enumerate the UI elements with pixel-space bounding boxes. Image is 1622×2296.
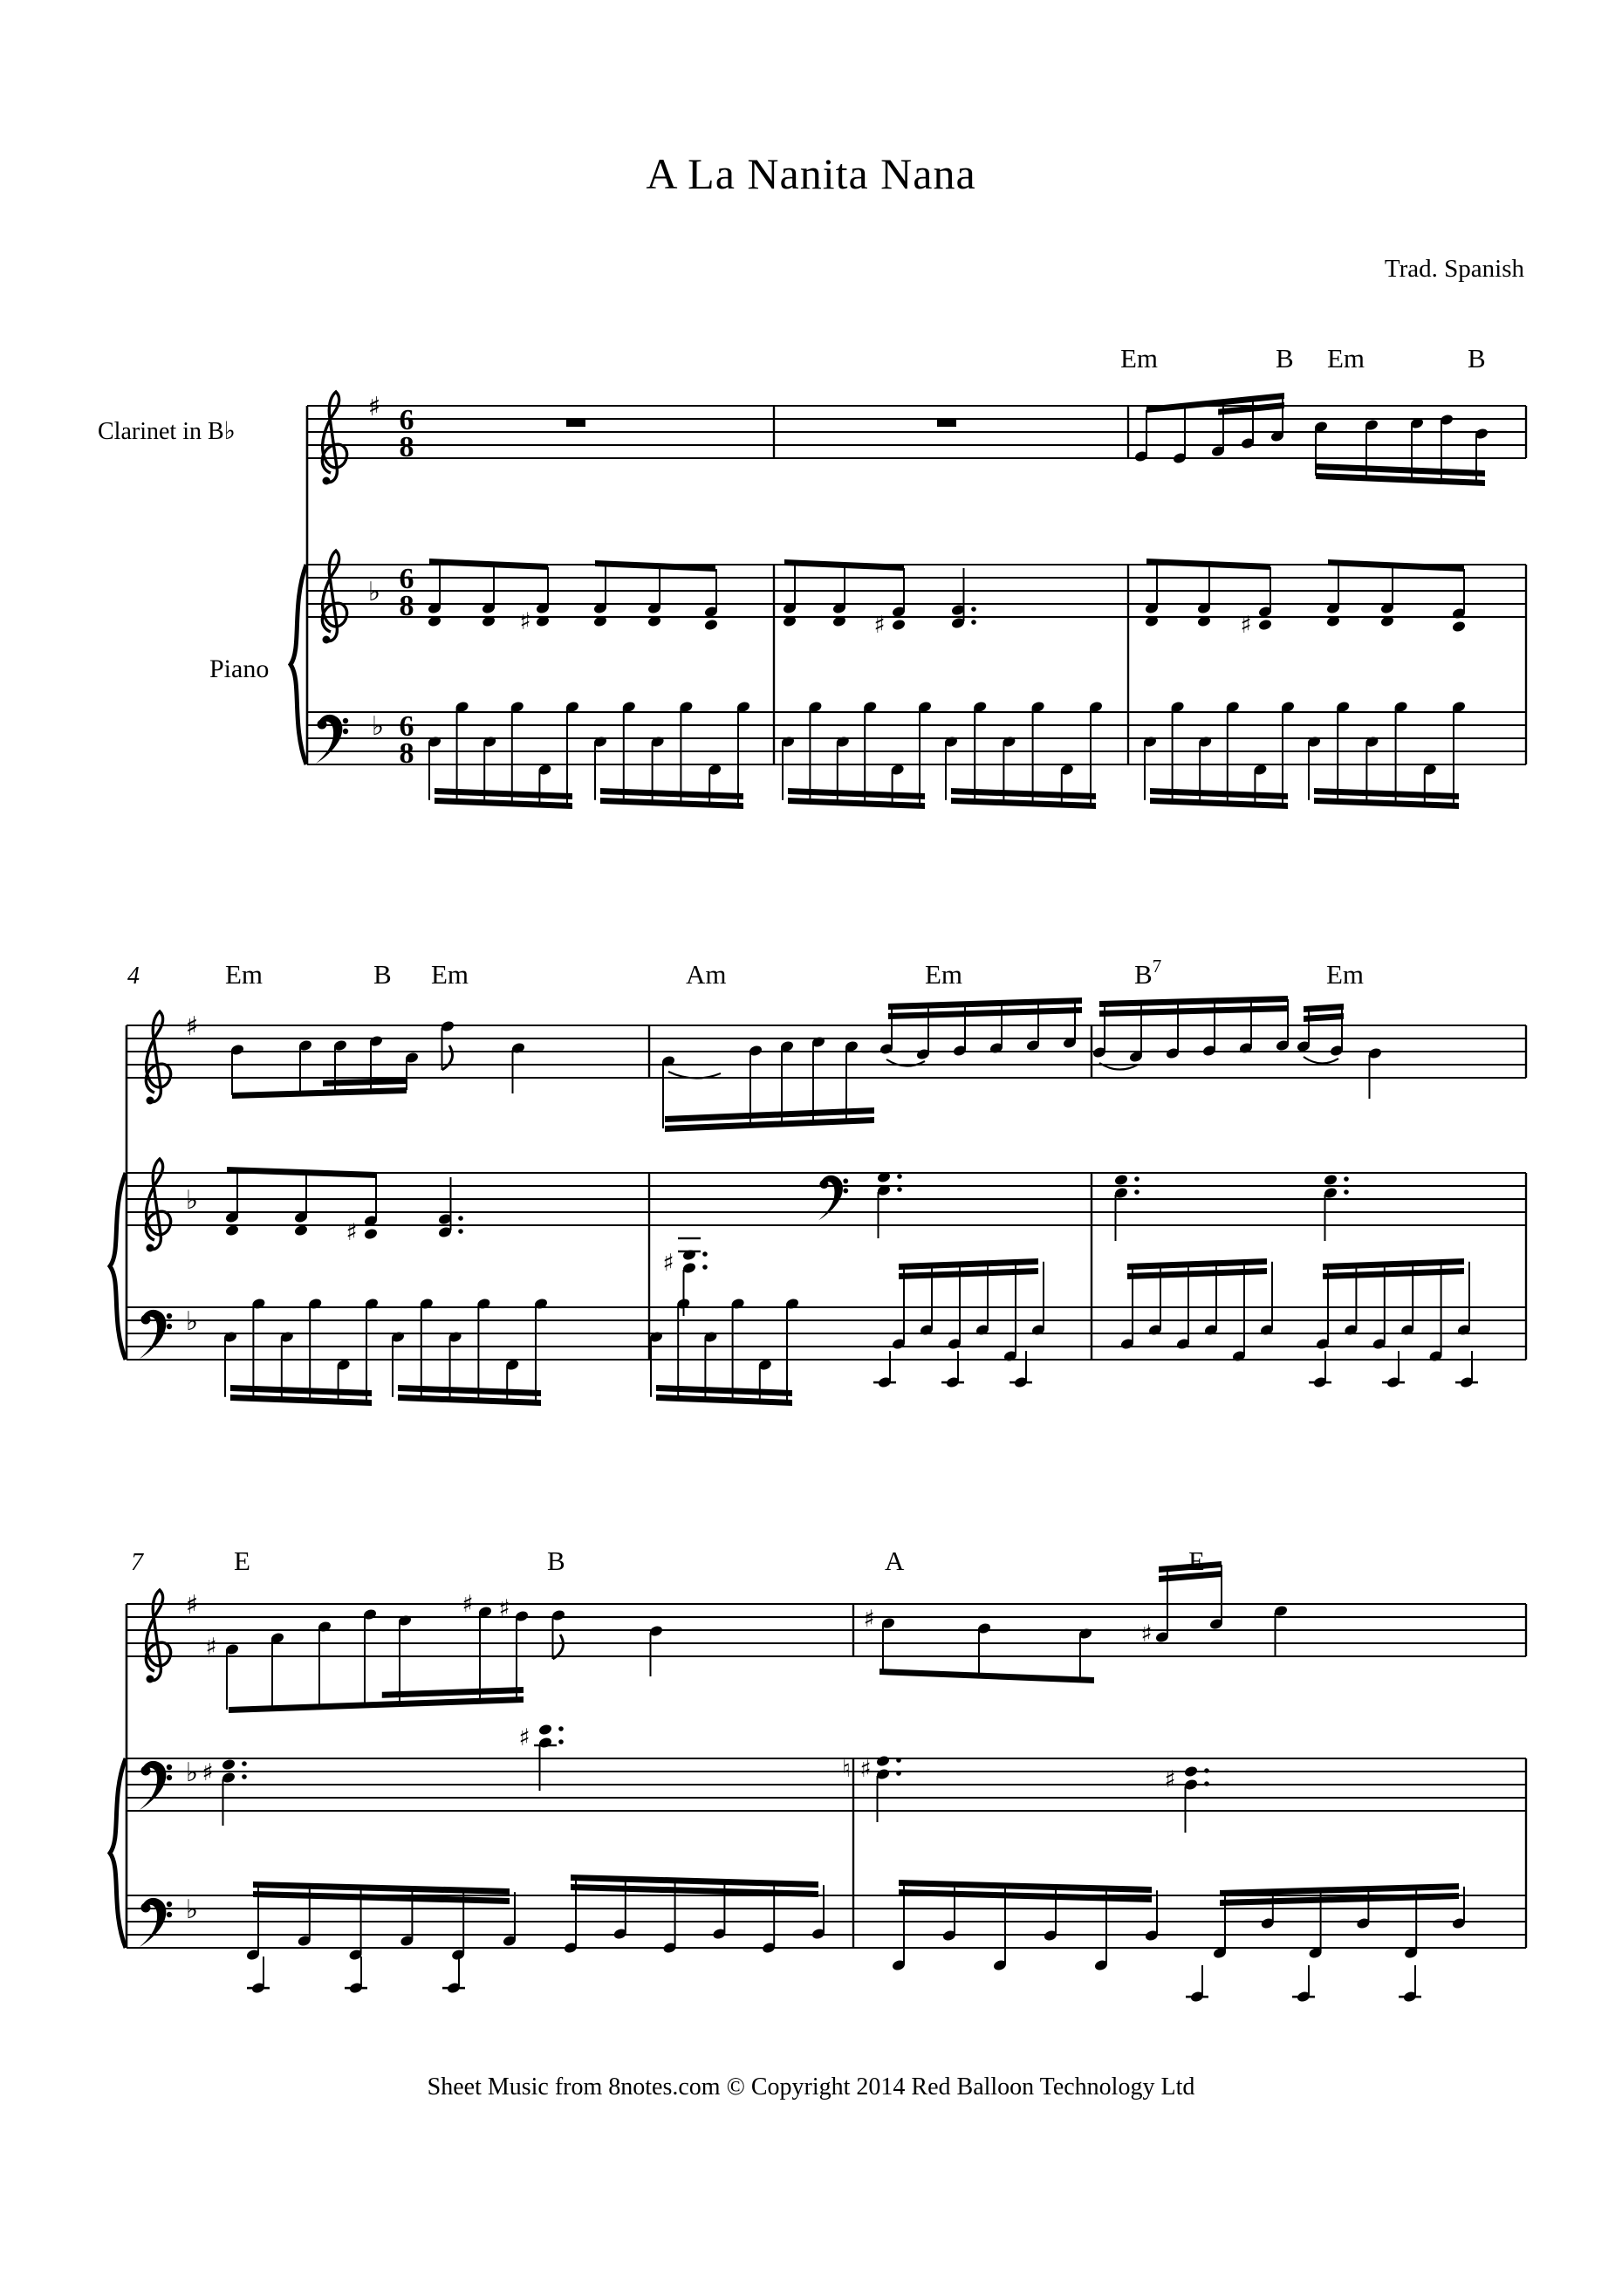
beam <box>656 1395 792 1406</box>
accidental: ♯ <box>873 612 886 639</box>
augmentation-dot <box>971 620 976 625</box>
treble-clef <box>323 477 331 485</box>
augmentation-dot <box>897 1187 902 1192</box>
augmentation-dot <box>1134 1176 1140 1182</box>
beam <box>1150 788 1288 799</box>
ledger-line <box>1309 1381 1331 1384</box>
beam <box>1323 1268 1464 1279</box>
time-signature: 6 <box>399 563 414 595</box>
augmentation-dot <box>458 1229 463 1234</box>
chord-symbol: E <box>1188 1546 1205 1576</box>
notehead <box>221 1758 236 1772</box>
composer-credit: Trad. Spanish <box>1384 255 1524 283</box>
accidental: ♯ <box>519 608 531 635</box>
key-signature: ♭ <box>185 1758 199 1788</box>
beam <box>435 798 572 809</box>
augmentation-dot <box>1204 1781 1209 1786</box>
time-signature: 6 <box>399 404 414 436</box>
accidental: ♯ <box>202 1759 214 1786</box>
augmentation-dot <box>702 1265 708 1270</box>
chord-symbol: B <box>373 959 392 990</box>
beam <box>1127 1258 1267 1270</box>
key-signature: ♭ <box>185 1185 199 1216</box>
beam <box>398 1385 541 1396</box>
beam <box>435 788 572 799</box>
accidental: ♯ <box>863 1606 875 1633</box>
ledger-line <box>1382 1381 1405 1384</box>
key-signature: ♭ <box>367 577 381 607</box>
time-signature: 6 <box>399 710 414 743</box>
notehead <box>1451 620 1466 634</box>
eighth-flag <box>442 1045 453 1070</box>
beam <box>230 1385 372 1396</box>
augmentation-dot <box>458 1216 463 1221</box>
treble-clef <box>147 1097 154 1105</box>
chord-symbol: B <box>1468 343 1486 374</box>
beam <box>888 1007 1082 1019</box>
ledger-line <box>873 1381 896 1384</box>
augmentation-dot <box>896 1758 901 1763</box>
ledger-line <box>1292 1996 1315 1998</box>
time-signature: 8 <box>399 431 414 463</box>
beam <box>1323 1258 1464 1270</box>
chord-symbol: A <box>885 1546 905 1576</box>
beam <box>788 798 925 809</box>
chord-symbol: Em <box>1326 959 1365 990</box>
key-signature: ♯ <box>185 1011 199 1042</box>
accidental: ♯ <box>1240 612 1252 639</box>
chord-symbol: Em <box>1120 343 1159 374</box>
treble-clef <box>147 1676 154 1683</box>
augmentation-dot <box>242 1774 247 1779</box>
eighth-flag <box>553 1635 564 1659</box>
beam <box>382 1687 524 1698</box>
chord-symbol: B <box>1276 343 1294 374</box>
key-signature: ♯ <box>367 392 381 422</box>
notehead <box>537 1724 552 1737</box>
augmentation-dot <box>971 607 976 612</box>
accidental: ♯ <box>1140 1621 1153 1648</box>
piano-brace <box>110 1758 126 1948</box>
chord-symbol: E <box>234 1546 250 1576</box>
accidental: ♯ <box>662 1250 674 1277</box>
notehead <box>891 619 906 632</box>
beam <box>595 560 715 572</box>
augmentation-dot <box>896 1771 901 1776</box>
piano-brace <box>291 565 306 764</box>
ledger-line <box>678 1251 701 1252</box>
beam <box>227 1167 377 1178</box>
ledger-line <box>1455 1381 1478 1384</box>
piano-brace <box>110 1173 126 1360</box>
beam <box>600 798 743 809</box>
augmentation-dot <box>558 1726 564 1731</box>
accidental: ♯ <box>346 1219 358 1246</box>
beam <box>398 1395 541 1406</box>
bass-clef <box>818 1175 848 1221</box>
treble-clef <box>323 636 331 644</box>
beam <box>1314 798 1459 809</box>
clarinet-part-label: Clarinet in B♭ <box>98 418 236 445</box>
augmentation-dot <box>1134 1189 1140 1195</box>
measure-number: 7 <box>131 1549 143 1576</box>
accidental: ♯ <box>205 1634 217 1661</box>
beam <box>879 1669 1094 1683</box>
accidental: ♯ <box>518 1724 530 1751</box>
beam <box>232 1087 407 1099</box>
notehead <box>1323 1174 1338 1187</box>
accidental: ♯ <box>1164 1766 1176 1793</box>
beam <box>1127 1268 1267 1279</box>
chord-symbol: $B^7$ <box>1134 956 1162 990</box>
ledger-line <box>1186 1996 1208 1998</box>
whole-rest <box>566 419 585 427</box>
augmentation-dot <box>558 1739 564 1744</box>
augmentation-dot <box>1344 1176 1349 1182</box>
beam <box>1314 788 1459 799</box>
beam <box>1150 798 1288 809</box>
measure-number: 4 <box>127 963 140 990</box>
key-signature: ♯ <box>185 1590 199 1621</box>
chord-symbol: Em <box>1327 343 1365 374</box>
notehead <box>875 1755 890 1768</box>
beam <box>899 1268 1038 1279</box>
notehead <box>363 1228 378 1241</box>
accidental: ♮ <box>842 1756 851 1783</box>
piano-part-label: Piano <box>209 655 270 683</box>
beam <box>1328 559 1464 572</box>
augmentation-dot <box>242 1761 247 1766</box>
augmentation-dot <box>1204 1768 1209 1773</box>
key-signature: ♭ <box>185 1306 199 1337</box>
notehead <box>1183 1765 1198 1779</box>
ledger-line <box>1399 1996 1421 1998</box>
beam <box>230 1395 372 1406</box>
ledger-line <box>1009 1381 1032 1384</box>
beam <box>899 1258 1038 1270</box>
notehead <box>1113 1174 1128 1187</box>
beam <box>429 559 548 570</box>
chord-symbol: Am <box>686 959 727 990</box>
beam <box>1099 996 1288 1007</box>
ledger-line <box>345 1987 367 1990</box>
chord-symbol: Em <box>925 959 963 990</box>
ledger-line <box>678 1237 701 1239</box>
piece-title: A La Nanita Nana <box>646 149 976 198</box>
augmentation-dot <box>1344 1189 1349 1195</box>
notehead <box>703 619 718 632</box>
beam <box>788 788 925 799</box>
beam <box>656 1385 792 1396</box>
accidental: ♯ <box>859 1756 872 1783</box>
ledger-line <box>941 1381 964 1384</box>
time-signature: 8 <box>399 737 414 770</box>
key-signature: ♭ <box>185 1895 199 1925</box>
augmentation-dot <box>702 1251 708 1257</box>
chord-symbol: Em <box>225 959 263 990</box>
accidental: ♯ <box>498 1595 510 1622</box>
time-signature: 8 <box>399 590 414 622</box>
ledger-line <box>247 1987 270 1990</box>
ledger-line <box>442 1987 465 1990</box>
beam <box>600 788 743 799</box>
beam <box>888 997 1082 1010</box>
ledger-line <box>534 1744 557 1746</box>
slur <box>1304 1057 1338 1064</box>
key-signature: ♭ <box>371 711 385 742</box>
accidental: ♯ <box>462 1591 474 1618</box>
beam <box>951 798 1096 809</box>
beam <box>951 788 1096 799</box>
notehead <box>1257 619 1272 632</box>
chord-symbol: Em <box>431 959 469 990</box>
chord-symbol: B <box>547 1546 565 1576</box>
beam <box>1099 1005 1288 1017</box>
whole-rest <box>937 419 956 427</box>
treble-clef <box>147 1244 154 1252</box>
augmentation-dot <box>897 1174 902 1179</box>
copyright-footer: Sheet Music from 8notes.com © Copyright 2014 Red Balloon Technology Ltd <box>427 2073 1195 2101</box>
